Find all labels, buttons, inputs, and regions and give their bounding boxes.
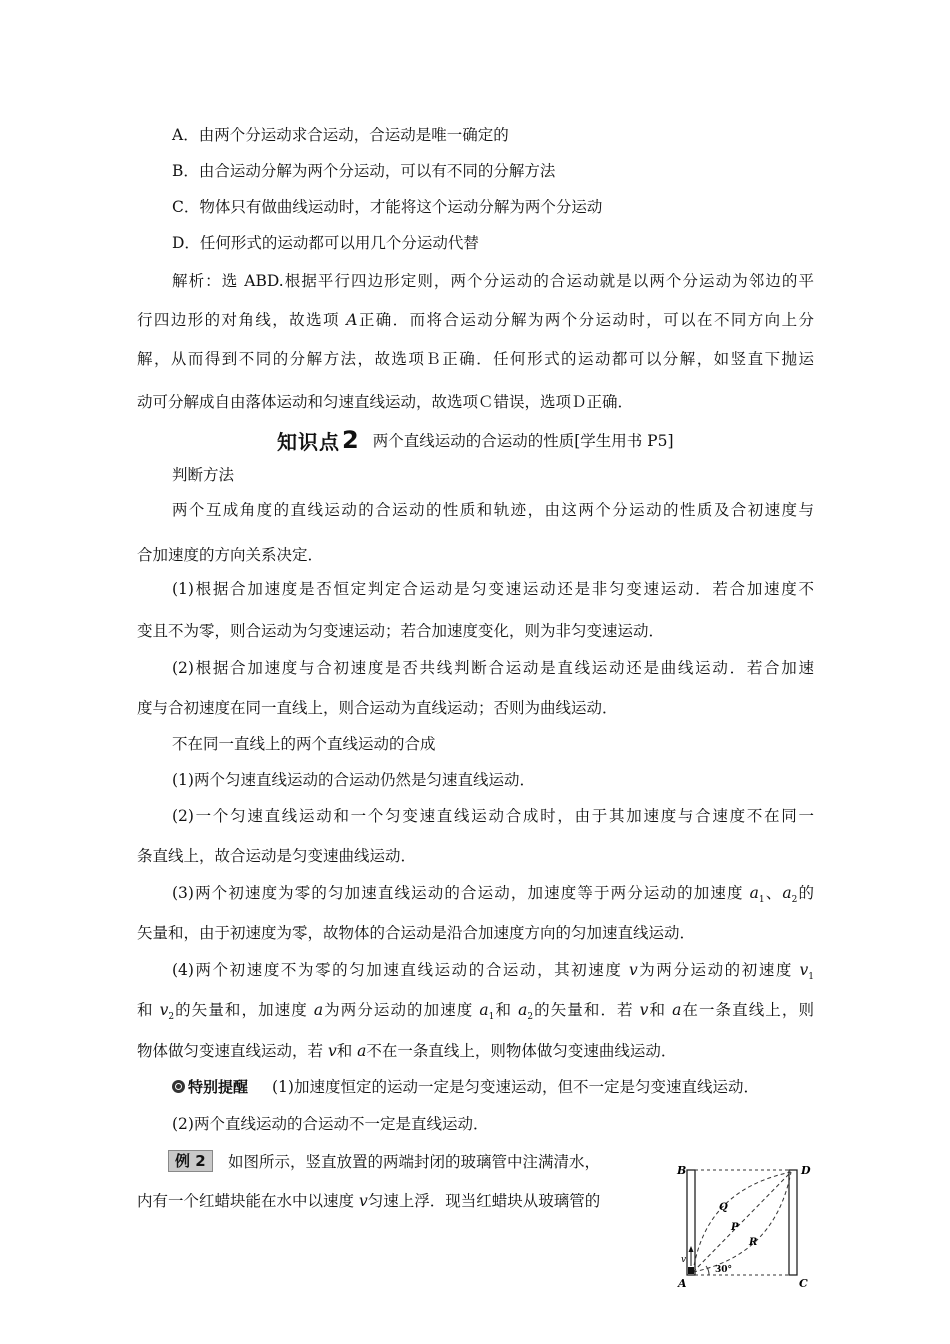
knowledge-point-subtitle: 两个直线运动的合运动的性质[学生用书 P5] [372, 432, 674, 450]
tube-cd [789, 1170, 797, 1275]
section2-item-4-line1: (4)两个初速度不为零的匀加速直线运动的合运动，其初速度 v为两分运动的初速度 $v_1$ [172, 961, 814, 983]
section2-item-3-line2: 矢量和，由于初速度为零，故物体的合运动是沿合加速度方向的匀加速直线运动． [137, 924, 696, 942]
section-heading-composition: 不在同一直线上的两个直线运动的合成 [172, 735, 436, 753]
section2-item-4-line2: 和 $v_2$的矢量和，加速度 a为两分运动的加速度 $a_1$和 $a_2$的矢量和．若 v和 a在一条直线上，则 [137, 1001, 814, 1023]
section1-p2-line2: 变且不为零，则合运动为匀变速运动；若合加速度变化，则为非匀变速运动． [137, 622, 665, 640]
section2-item-2-line2: 条直线上，故合运动是匀变速曲线运动． [137, 847, 417, 865]
option-a: A．由两个分运动求合运动，合运动是唯一确定的 [172, 126, 509, 144]
analysis-line-1: 解析：选 ABD.根据平行四边形定则，两个分运动的合运动就是以两个分运动为邻边的平 [172, 272, 814, 290]
analysis-line-4: 动可分解成自由落体运动和匀速直线运动，故选项Ｃ错误，选项Ｄ正确． [137, 393, 634, 411]
wax-block [688, 1267, 694, 1274]
glass-tube-figure [675, 1160, 815, 1295]
label-v: v [681, 1255, 687, 1265]
label-b: B [677, 1164, 687, 1177]
label-c: C [799, 1277, 808, 1290]
reminder-label: 特别提醒 [188, 1078, 249, 1096]
reminder-icon [172, 1080, 185, 1093]
label-angle: 30° [715, 1265, 733, 1275]
option-b: B．由合运动分解为两个分运动，可以有不同的分解方法 [172, 162, 556, 180]
example-line-1: 如图所示，竖直放置的两端封闭的玻璃管中注满清水， [228, 1153, 601, 1171]
section2-item-3-line1: (3)两个初速度为零的匀加速直线运动的合运动，加速度等于两分运动的加速度 $a_1$、$a_2$的 [172, 884, 814, 906]
section1-p2-line1: (1)根据合加速度是否恒定判定合运动是匀变速运动还是非匀变速运动．若合加速度不 [172, 580, 814, 598]
label-p: P [731, 1222, 739, 1233]
example-badge: 例 2 [168, 1150, 213, 1172]
label-q: Q [719, 1202, 728, 1213]
angle-arc [706, 1266, 709, 1275]
option-c: C．物体只有做曲线运动时，才能将这个运动分解为两个分运动 [172, 198, 603, 216]
label-d: D [801, 1164, 811, 1177]
knowledge-point-title: 知识点 [277, 429, 340, 454]
label-a: A [678, 1277, 687, 1290]
option-d: D．任何形式的运动都可以用几个分运动代替 [172, 234, 479, 252]
section2-item-1: (1)两个匀速直线运动的合运动仍然是匀速直线运动． [172, 771, 535, 789]
example-line-2: 内有一个红蜡块能在水中以速度 v匀速上浮．现当红蜡块从玻璃管的 [137, 1192, 601, 1210]
knowledge-point-header [277, 427, 674, 453]
section2-item-4-line3: 物体做匀变速直线运动，若 v和 a不在一条直线上，则物体做匀变速曲线运动． [137, 1042, 677, 1060]
section1-p1-line2: 合加速度的方向关系决定． [137, 546, 324, 564]
section2-item-2-line1: (2)一个匀速直线运动和一个匀变速直线运动合成时，由于其加速度与合速度不在同一 [172, 807, 814, 825]
section1-p3-line2: 度与合初速度在同一直线上，则合运动为直线运动；否则为曲线运动． [137, 699, 618, 717]
reminder-line-1: (1)加速度恒定的运动一定是匀变速运动，但不一定是匀变速直线运动． [272, 1078, 759, 1096]
special-reminder-badge [172, 1076, 248, 1097]
section1-p1-line1: 两个互成角度的直线运动的合运动的性质和轨迹，由这两个分运动的性质及合初速度与 [172, 501, 814, 519]
analysis-line-3: 解，从而得到不同的分解方法，故选项Ｂ正确．任何形式的运动都可以分解，如竖直下抛运 [137, 350, 814, 368]
path-p [693, 1172, 791, 1272]
section-heading-method: 判断方法 [172, 466, 235, 484]
knowledge-point-number: 2 [342, 426, 359, 454]
section1-p3-line1: (2)根据合加速度与合初速度是否共线判断合运动是直线运动还是曲线运动．若合加速 [172, 659, 814, 677]
reminder-line-2: (2)两个直线运动的合运动不一定是直线运动． [172, 1115, 489, 1133]
analysis-line-2: 行四边形的对角线，故选项 A正确．而将合运动分解为两个分运动时，可以在不同方向上分 [137, 311, 814, 329]
label-r: R [749, 1237, 758, 1248]
